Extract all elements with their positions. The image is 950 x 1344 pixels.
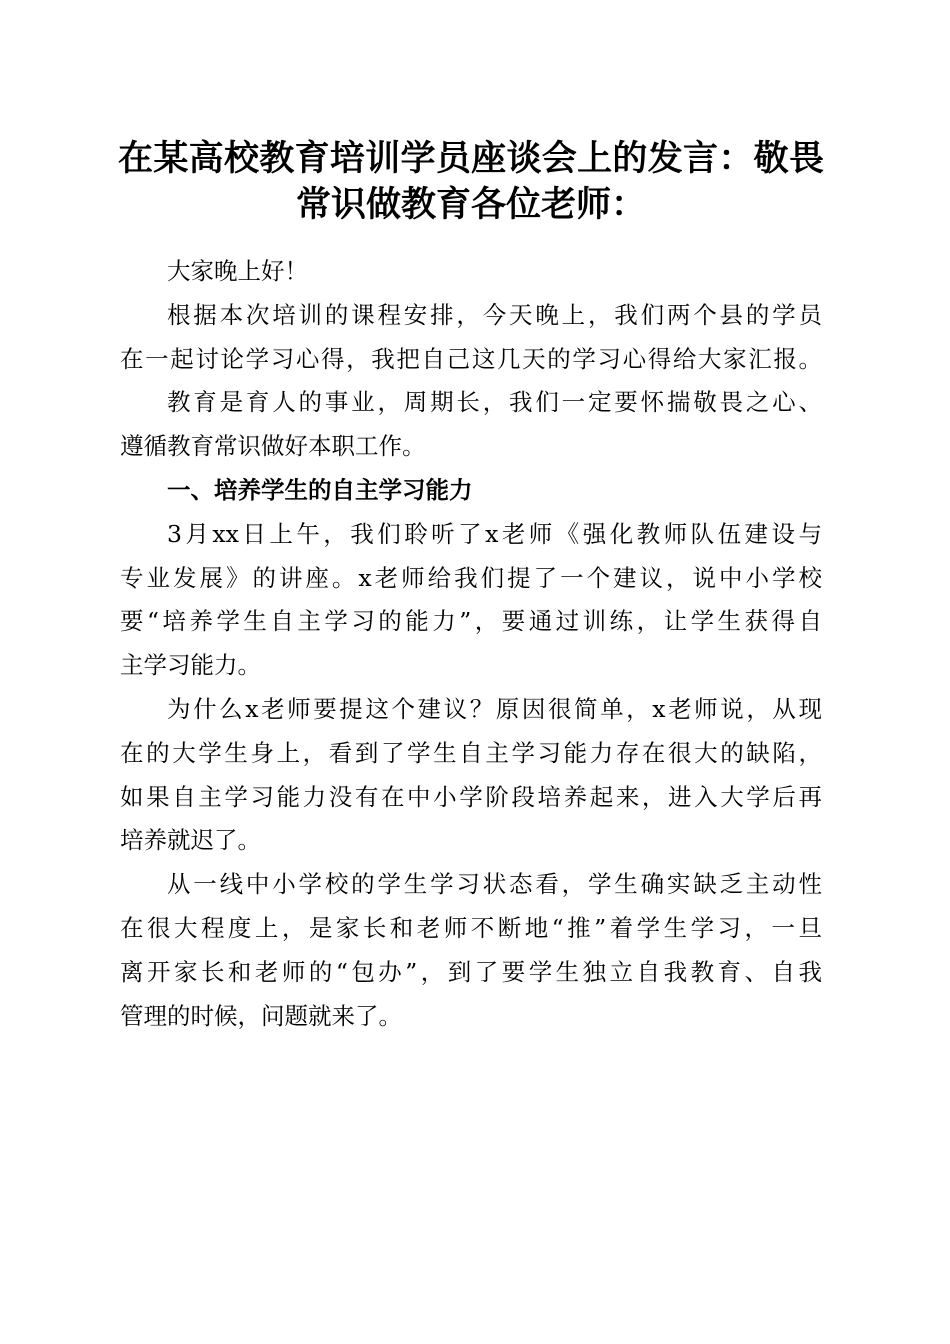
paragraph-line: 3月xx日上午，我们聆听了x老师《强化教师队伍建设与	[167, 519, 822, 548]
paragraph-line: 遵循教育常识做好本职工作。	[120, 432, 426, 461]
title-line: 在某高校教育培训学员座谈会上的发言：敬畏	[118, 138, 824, 179]
paragraph	[120, 381, 822, 469]
paragraph-line: 根据本次培训的课程安排，今天晚上，我们两个县的学员	[167, 300, 822, 329]
paragraph-line: 为什么x老师要提这个建议？原因很简单，x老师说，从现	[167, 694, 822, 723]
paragraph-line: 在的大学生身上，看到了学生自主学习能力存在很大的缺陷，	[120, 738, 822, 767]
paragraph-greeting	[120, 250, 822, 294]
heading-line: 一、培养学生的自主学习能力	[167, 475, 473, 504]
paragraph-line: 培养就迟了。	[120, 826, 261, 855]
document-body	[120, 250, 822, 1038]
paragraph-line: 在一起讨论学习心得，我把自己这几天的学习心得给大家汇报。	[120, 344, 822, 373]
title-line: 常识做教育各位老师：	[295, 184, 646, 225]
paragraph-line: 离开家长和老师的“包办”，到了要学生独立自我教育、自我	[120, 957, 822, 986]
paragraph	[120, 688, 822, 863]
paragraph-line: 主学习能力。	[120, 651, 261, 680]
paragraph-line: 如果自主学习能力没有在中小学阶段培养起来，进入大学后再	[120, 782, 822, 811]
paragraph-line: 大家晚上好！	[167, 257, 308, 285]
paragraph-line: 管理的时候，问题就来了。	[120, 1001, 402, 1030]
paragraph-line: 要“培养学生自主学习的能力”，要通过训练，让学生获得自	[120, 607, 822, 636]
paragraph-line: 教育是育人的事业，周期长，我们一定要怀揣敬畏之心、	[167, 388, 822, 417]
document-title	[118, 136, 824, 228]
paragraph-line: 从一线中小学校的学生学习状态看，学生确实缺乏主动性	[167, 870, 822, 899]
paragraph-line: 在很大程度上，是家长和老师不断地“推”着学生学习，一旦	[120, 913, 822, 942]
paragraph-line: 专业发展》的讲座。x老师给我们提了一个建议，说中小学校	[120, 563, 822, 592]
paragraph	[120, 863, 822, 1038]
paragraph	[120, 513, 822, 688]
section-heading	[120, 469, 822, 513]
paragraph	[120, 294, 822, 382]
